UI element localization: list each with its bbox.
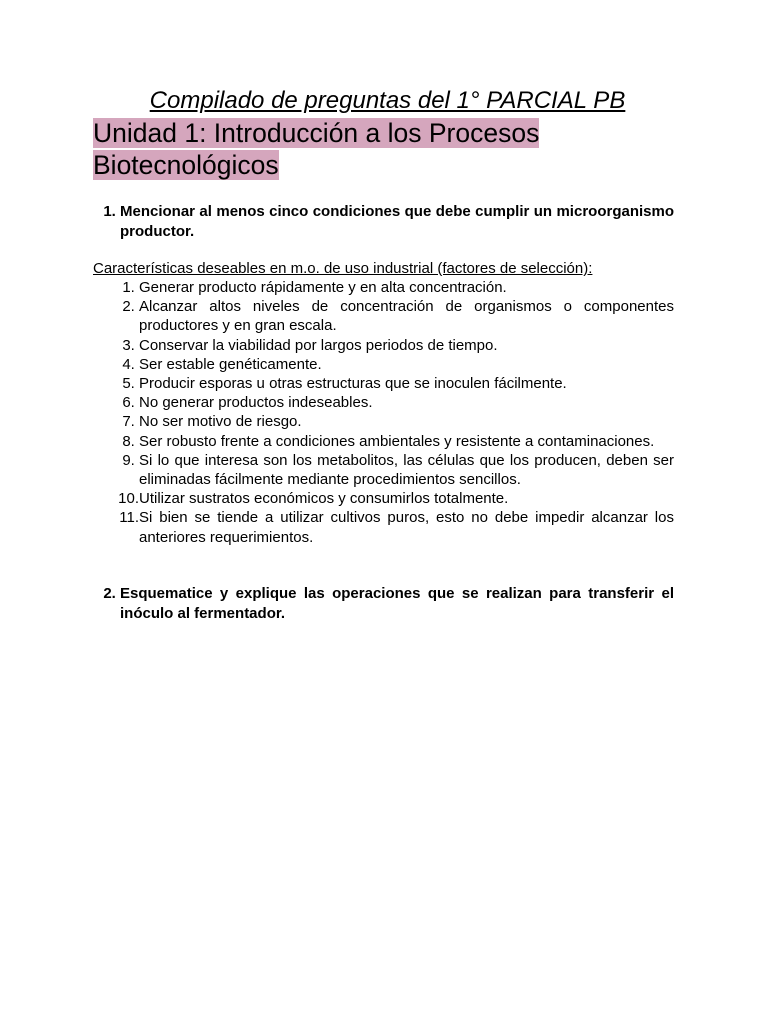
list-item-number: 7. [122,413,135,431]
list-item [93,393,674,412]
list-item-number: 2. [122,298,135,316]
list-item [93,489,674,508]
list-item [93,412,674,431]
list-item-number: 3. [122,336,135,354]
list-item [93,508,674,546]
question-1 [93,202,674,242]
list-item-text: Alcanzar altos niveles de concentración de organismos o componentes productores y en gran escala. [139,298,674,335]
question-number: 2. [103,584,116,602]
unit-heading [93,117,674,181]
list-item-text: Conservar la viabilidad por largos periodos de tiempo. [139,336,498,354]
document-page [93,86,674,624]
list-item-number: 11. [119,509,139,527]
list-item-text: No ser motivo de riesgo. [139,413,302,431]
list-item [93,355,674,374]
unit-heading-line2: Biotecnológicos [93,150,279,180]
question-number: 1. [103,203,116,220]
list-item-number: 1. [122,279,135,296]
characteristics-list [93,278,674,547]
question-2 [93,584,674,624]
list-item-text: Producir esporas u otras estructuras que se inoculen fácilmente. [139,375,567,393]
list-item-text: Si lo que interesa son los metabolitos, las células que los producen, deben ser eliminadas fácilmente mediante procedimientos sencillos. [139,451,674,489]
list-item [93,451,674,489]
list-item-text: Si bien se tiende a utilizar cultivos puros, esto no debe impedir alcanzar los anteriores requerimientos. [139,509,674,546]
question-text: Mencionar al menos cinco condiciones que debe cumplir un microorganismo productor. [120,203,674,240]
list-item-number: 10. [118,490,139,508]
list-item [93,374,674,393]
list-item-text: Generar producto rápidamente y en alta concentración. [139,279,507,296]
list-item [93,432,674,451]
answer-subheading: Características deseables en m.o. de uso industrial (factores de selección): [93,260,593,277]
list-item-number: 4. [122,355,135,373]
list-item [93,336,674,355]
list-item [93,278,674,297]
list-item-text: Ser robusto frente a condiciones ambientales y resistente a contaminaciones. [139,432,655,450]
list-item-text: No generar productos indeseables. [139,394,373,412]
list-item [93,297,674,335]
list-item-text: Utilizar sustratos económicos y consumirlos totalmente. [139,490,509,508]
list-item-number: 9. [122,451,135,469]
list-item-text: Ser estable genéticamente. [139,355,322,373]
unit-heading-line1: Unidad 1: Introducción a los Procesos [93,118,540,148]
document-title: Compilado de preguntas del 1° PARCIAL PB [149,87,626,114]
list-item-number: 6. [122,394,135,412]
list-item-number: 5. [122,375,135,393]
list-item-number: 8. [122,432,135,450]
question-text: Esquematice y explique las operaciones que se realizan para transferir el inóculo al fermentador. [120,584,674,622]
